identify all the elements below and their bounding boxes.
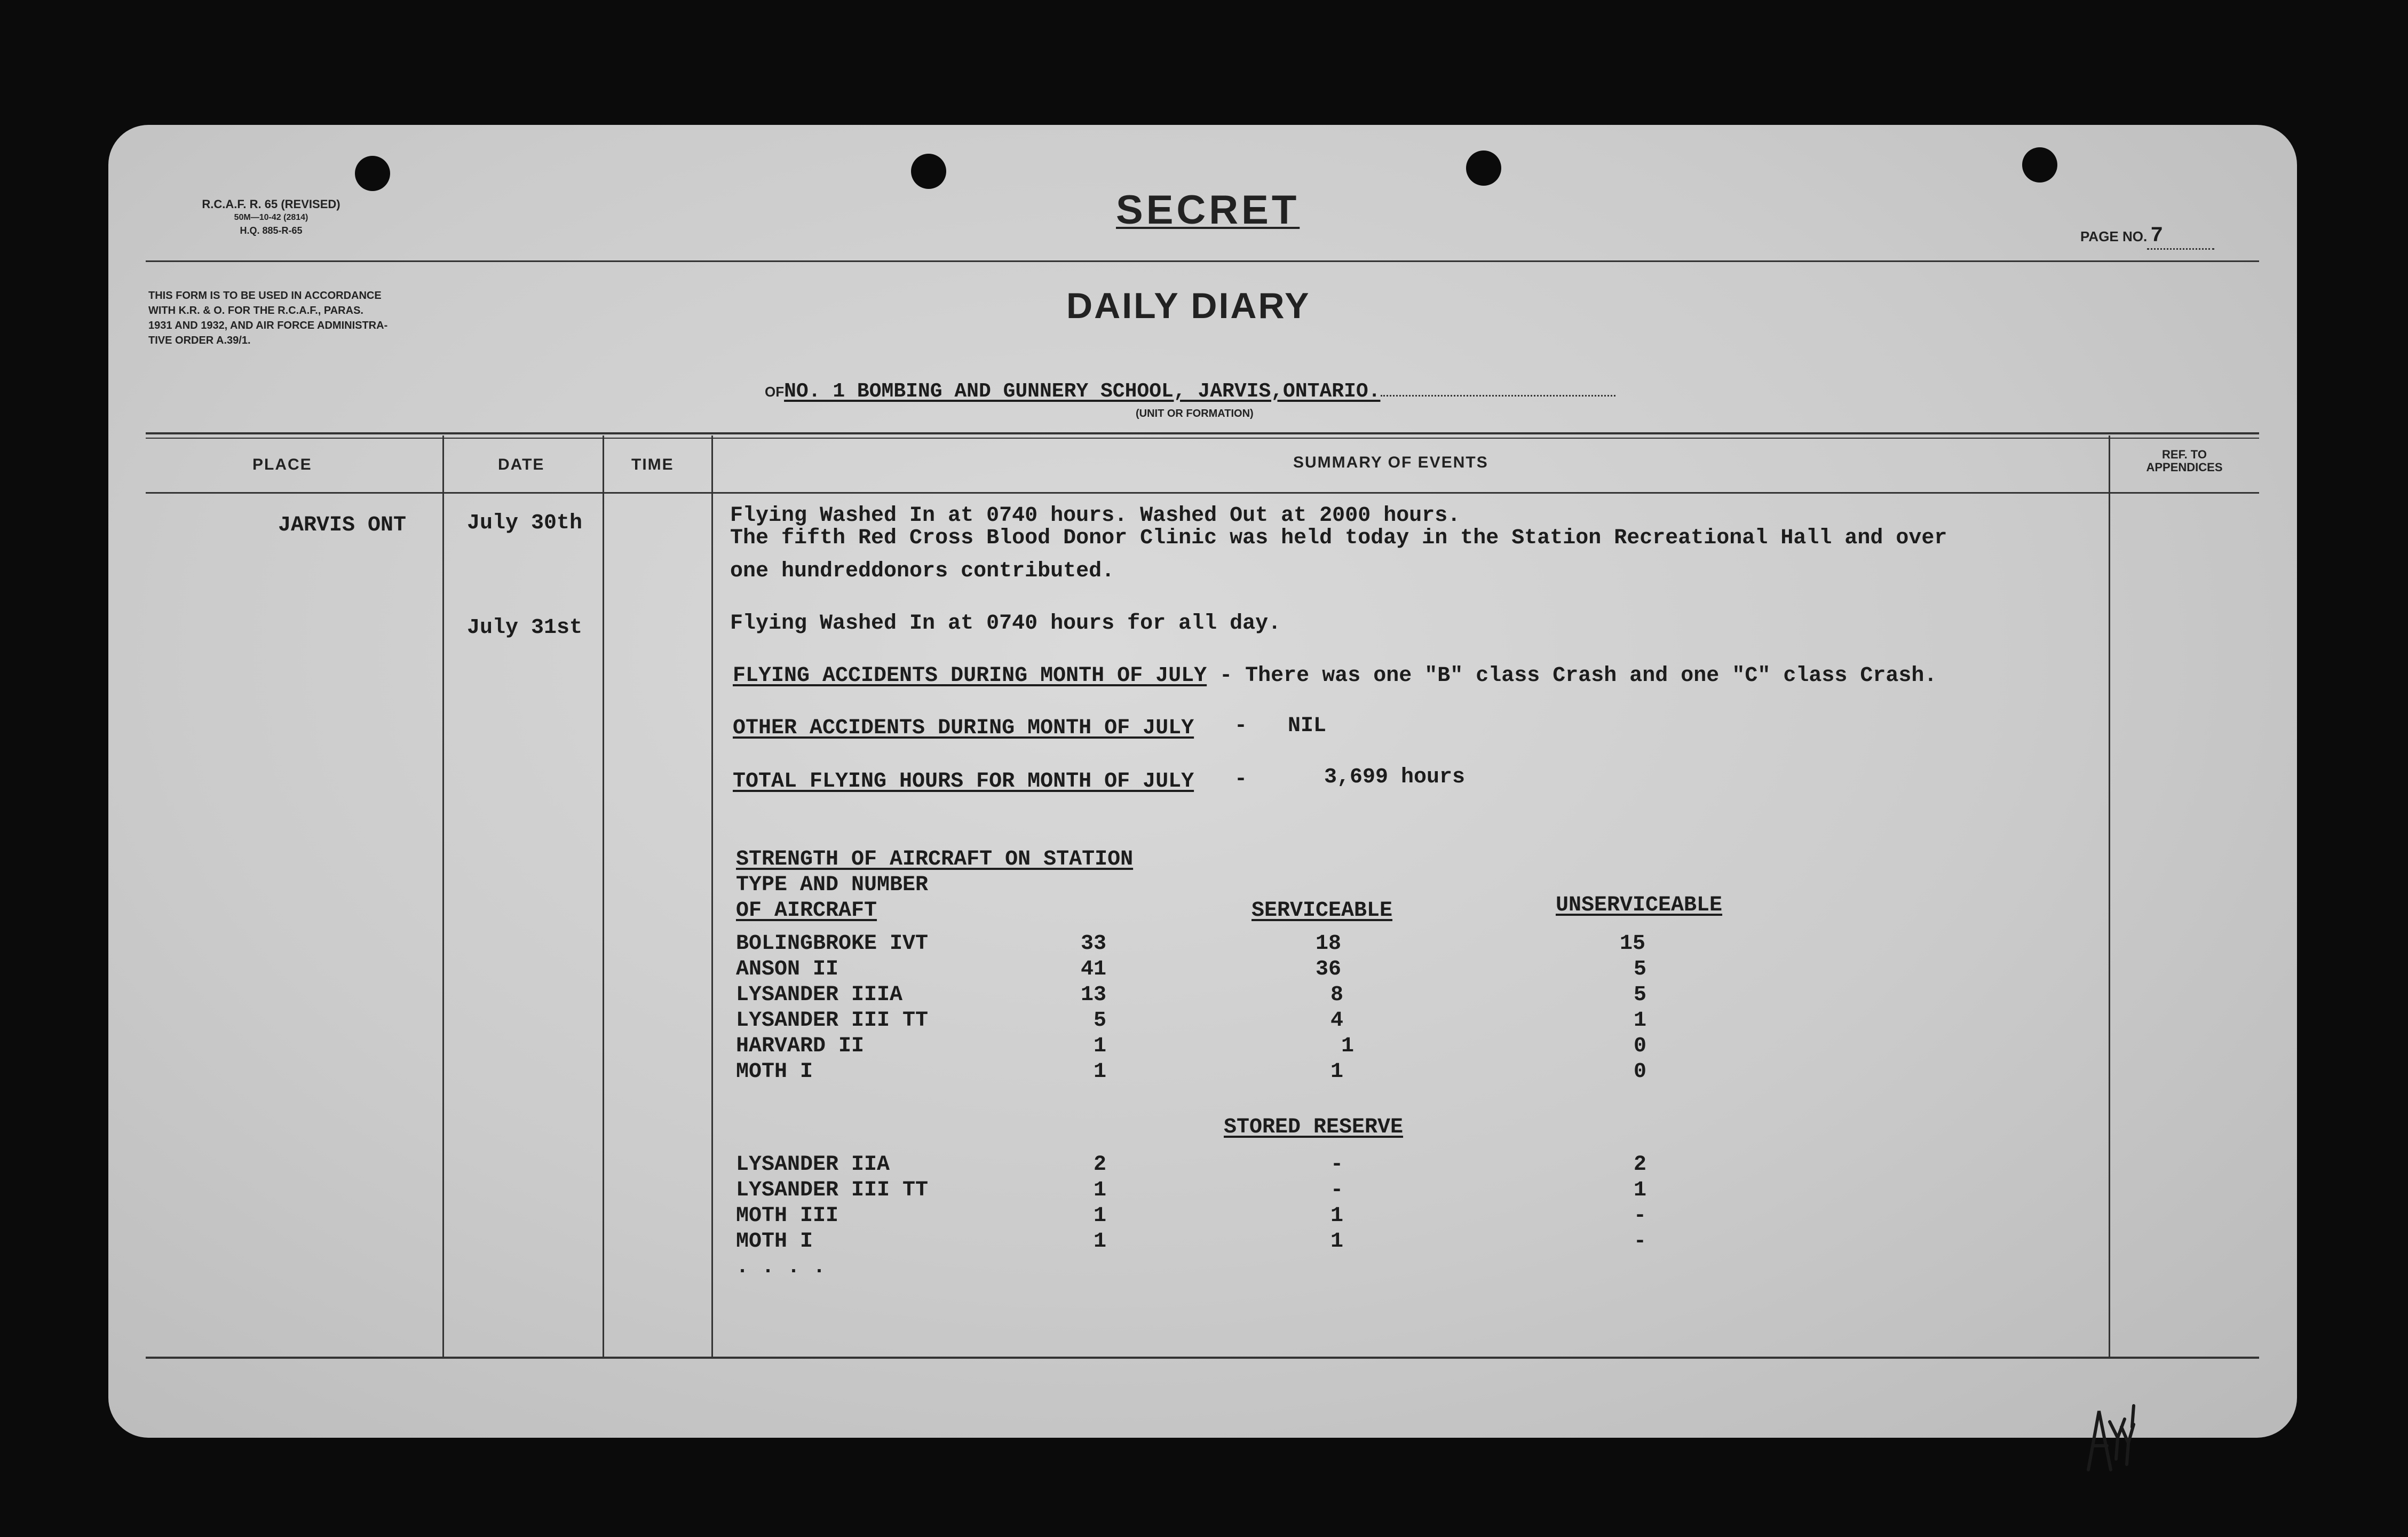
form-code-line: R.C.A.F. R. 65 (REVISED) — [202, 197, 340, 211]
header-bottom-rule — [146, 492, 2259, 494]
aircraft-number: 33 — [1080, 932, 1106, 956]
stored-unserviceable: - — [1634, 1230, 1647, 1254]
aircraft-list-trailer: . . . . — [736, 1255, 826, 1279]
aircraft-number: 1 — [1093, 1060, 1106, 1084]
stored-type: MOTH III — [736, 1204, 839, 1228]
stored-type: LYSANDER III TT — [736, 1178, 929, 1202]
stored-reserve-header: STORED RESERVE — [1224, 1115, 1404, 1139]
date-cell-july-31: July 31st — [467, 616, 583, 640]
column-header-place: PLACE — [252, 456, 312, 473]
place-cell: JARVIS ONT — [278, 513, 407, 537]
table-top-rule-2 — [146, 438, 2259, 439]
column-header-date: DATE — [498, 456, 545, 473]
aircraft-serviceable: 36 — [1316, 957, 1342, 981]
unit-field — [765, 380, 1615, 403]
instruction-line: THIS FORM IS TO BE USED IN ACCORDANCE — [148, 290, 382, 302]
stored-number: 2 — [1093, 1153, 1106, 1177]
instruction-line: 1931 AND 1932, AND AIR FORCE ADMINISTRA- — [148, 320, 388, 331]
unit-caption: (UNIT OR FORMATION) — [1136, 408, 1254, 419]
ref-header-line: APPENDICES — [2146, 461, 2223, 474]
form-code — [156, 197, 386, 237]
date-cell-july-30: July 30th — [467, 511, 583, 535]
aircraft-type: BOLINGBROKE IVT — [736, 932, 929, 956]
unit-dotted-fill — [1381, 395, 1615, 397]
aircraft-unserviceable: 15 — [1620, 932, 1646, 956]
page-title: DAILY DIARY — [1066, 286, 1311, 326]
flying-accidents-text: - There was one "B" class Crash and one "C" class Crash. — [1207, 664, 1937, 688]
col-divider-place — [442, 435, 444, 1357]
aircraft-serviceable: 4 — [1330, 1009, 1344, 1033]
stored-type: MOTH I — [736, 1230, 813, 1254]
other-accidents-heading: OTHER ACCIDENTS DURING MONTH OF JULY — [733, 716, 1194, 740]
top-rule — [146, 260, 2259, 262]
form-code-line: 50M—10-42 (2814) — [234, 213, 308, 222]
aircraft-number: 13 — [1080, 983, 1106, 1007]
table-bottom-rule — [146, 1357, 2259, 1359]
stored-unserviceable: 2 — [1634, 1153, 1647, 1177]
entry-line: Flying Washed In at 0740 hours for all day. — [730, 612, 1281, 636]
column-header-summary: SUMMARY OF EVENTS — [1293, 454, 1488, 471]
col-divider-date — [603, 435, 604, 1357]
diary-form-card — [108, 125, 2297, 1438]
unserviceable-header: UNSERVICEABLE — [1556, 893, 1723, 917]
stored-reserve: 1 — [1330, 1204, 1344, 1228]
table-top-rule — [146, 432, 2259, 434]
punch-hole-4 — [2022, 147, 2057, 183]
aircraft-serviceable: 8 — [1330, 983, 1344, 1007]
handwritten-initials — [2078, 1395, 2136, 1475]
aircraft-unserviceable: 5 — [1634, 957, 1647, 981]
instruction-line: TIVE ORDER A.39/1. — [148, 335, 251, 346]
aircraft-type: HARVARD II — [736, 1034, 865, 1058]
punch-hole-3 — [1466, 150, 1501, 186]
aircraft-number: 5 — [1093, 1009, 1106, 1033]
classification-stamp: SECRET — [1116, 187, 1300, 233]
stored-type: LYSANDER IIA — [736, 1153, 890, 1177]
aircraft-type-header-1: TYPE AND NUMBER — [736, 873, 929, 897]
column-header-ref — [2115, 448, 2254, 474]
aircraft-number: 1 — [1093, 1034, 1106, 1058]
aircraft-unserviceable: 1 — [1634, 1009, 1647, 1033]
stored-unserviceable: 1 — [1634, 1178, 1647, 1202]
col-divider-summary — [2109, 435, 2110, 1357]
aircraft-type-header-2: OF AIRCRAFT — [736, 899, 877, 923]
stored-number: 1 — [1093, 1178, 1106, 1202]
aircraft-type: ANSON II — [736, 957, 839, 981]
stored-reserve: - — [1330, 1178, 1344, 1202]
flying-accidents-heading: FLYING ACCIDENTS DURING MONTH OF JULY — [733, 664, 1207, 688]
page-label: PAGE NO. — [2080, 228, 2148, 244]
total-hours-heading: TOTAL FLYING HOURS FOR MONTH OF JULY — [733, 770, 1194, 794]
entry-line: one hundreddonors contributed. — [730, 559, 1115, 583]
aircraft-unserviceable: 0 — [1634, 1034, 1647, 1058]
flying-accidents-line — [733, 664, 1937, 688]
aircraft-serviceable: 18 — [1316, 932, 1342, 956]
page-number: 7 — [2147, 224, 2214, 250]
col-divider-time — [711, 435, 713, 1357]
aircraft-strength-heading: STRENGTH OF AIRCRAFT ON STATION — [736, 847, 1134, 872]
stored-reserve: - — [1330, 1153, 1344, 1177]
form-instructions — [148, 288, 387, 348]
aircraft-unserviceable: 0 — [1634, 1060, 1647, 1084]
stored-number: 1 — [1093, 1204, 1106, 1228]
punch-hole-2 — [911, 154, 946, 189]
aircraft-unserviceable: 5 — [1634, 983, 1647, 1007]
ref-header-line: REF. TO — [2162, 448, 2207, 461]
unit-value: NO. 1 BOMBING AND GUNNERY SCHOOL, JARVIS,ONTARIO. — [784, 380, 1381, 403]
page-number-label — [2080, 224, 2214, 250]
aircraft-serviceable: 1 — [1341, 1034, 1354, 1058]
instruction-line: WITH K.R. & O. FOR THE R.C.A.F., PARAS. — [148, 305, 363, 316]
stored-number: 1 — [1093, 1230, 1106, 1254]
aircraft-type: MOTH I — [736, 1060, 813, 1084]
aircraft-type: LYSANDER IIIA — [736, 983, 903, 1007]
other-accidents-value: NIL — [1288, 714, 1327, 738]
entry-line: Flying Washed In at 0740 hours. Washed Out at 2000 hours. — [730, 504, 1461, 528]
aircraft-type: LYSANDER III TT — [736, 1009, 929, 1033]
column-header-time: TIME — [631, 456, 674, 473]
form-code-line: H.Q. 885-R-65 — [240, 225, 303, 236]
aircraft-serviceable: 1 — [1330, 1060, 1344, 1084]
entry-line: The fifth Red Cross Blood Donor Clinic was held today in the Station Recreational Hall and over — [730, 526, 1947, 550]
total-hours-value: 3,699 hours — [1324, 765, 1466, 789]
other-accidents-dash: - — [1234, 714, 1248, 738]
serviceable-header: SERVICEABLE — [1251, 899, 1393, 923]
stored-unserviceable: - — [1634, 1204, 1647, 1228]
total-hours-dash: - — [1234, 767, 1248, 791]
punch-hole-1 — [355, 156, 390, 191]
stored-reserve: 1 — [1330, 1230, 1344, 1254]
unit-prefix: OF — [765, 384, 785, 400]
aircraft-number: 41 — [1080, 957, 1106, 981]
